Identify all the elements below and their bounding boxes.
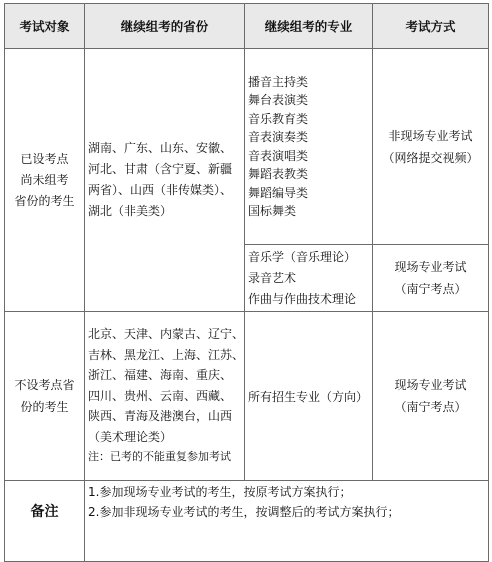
- provinces-cell: 湖南、广东、山东、安徽、 河北、甘肃（含宁夏、新疆 两省）、山西（非传媒类）、 湖北（非美类）: [85, 49, 245, 312]
- header-provinces: 继续组考的省份: [85, 4, 245, 49]
- header-majors: 继续组考的专业: [245, 4, 373, 49]
- majors-cell: 音乐学（音乐理论） 录音艺术 作曲与作曲技术理论: [245, 245, 373, 312]
- majors-cell: 所有招生专业（方向）: [245, 312, 373, 481]
- exam-method-cell: 现场专业考试 （南宁考点）: [373, 245, 489, 312]
- majors-cell: 播音主持类 舞台表演类 音乐教育类 音表演奏类 音表演唱类 舞蹈表教类 舞蹈编导类 国标舞类: [245, 49, 373, 245]
- remarks-label: 备注: [5, 481, 85, 562]
- exam-target-cell: 不设考点省 份的考生: [5, 312, 85, 481]
- remarks-cell: 1.参加现场专业考试的考生，按原考试方案执行； 2.参加非现场专业考试的考生，按调整后的考试方案执行；: [85, 481, 489, 562]
- exam-arrangement-table: [4, 3, 489, 562]
- exam-target-cell: 已设考点 尚未组考 省份的考生: [5, 49, 85, 312]
- header-row: [5, 4, 489, 49]
- header-exam-target: 考试对象: [5, 4, 85, 49]
- table-row: [5, 49, 489, 245]
- header-exam-method: 考试方式: [373, 4, 489, 49]
- exam-method-cell: 现场专业考试 （南宁考点）: [373, 312, 489, 481]
- provinces-cell: 北京、天津、内蒙古、辽宁、 吉林、黑龙江、上海、江苏、 浙江、福建、海南、重庆、 四川、贵州、云南、西藏、 陕西、青海及港澳台，山西 （美术理论类） 注：已考的不能重复参加考试: [85, 312, 245, 481]
- table-row: [5, 312, 489, 481]
- exam-method-cell: 非现场专业考试 （网络提交视频）: [373, 49, 489, 245]
- remarks-row: [5, 481, 489, 562]
- note-text: 注：已考的不能重复参加考试: [88, 450, 231, 464]
